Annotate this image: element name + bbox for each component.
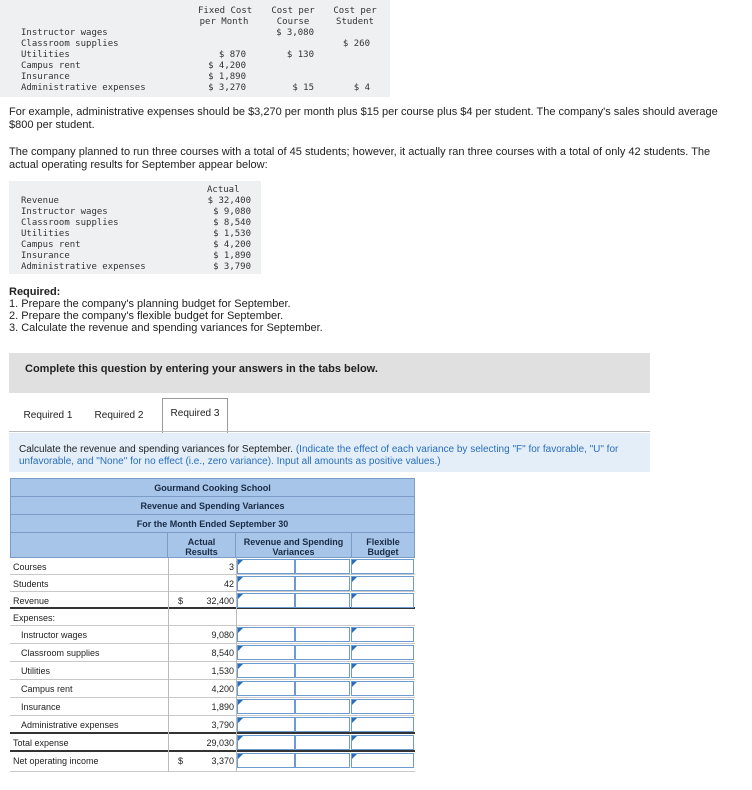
worksheet-row bbox=[10, 558, 415, 575]
tab-required-2[interactable]: Required 2 bbox=[94, 410, 144, 421]
report-period: For the Month Ended September 30 bbox=[136, 519, 289, 529]
variance-effect-select[interactable] bbox=[295, 753, 350, 768]
actual-value: 42 bbox=[223, 579, 234, 589]
row-label: Administrative expenses bbox=[21, 720, 119, 730]
row-label: Classroom supplies bbox=[21, 648, 100, 658]
cost-row-course: $ 130 bbox=[286, 50, 314, 60]
label-column-header bbox=[10, 532, 168, 558]
grid-line bbox=[168, 558, 169, 772]
variance-effect-select[interactable] bbox=[295, 559, 350, 574]
cost-row-label: Instructor wages bbox=[21, 28, 108, 38]
worksheet-row bbox=[10, 609, 415, 626]
actual-row-label: Campus rent bbox=[21, 240, 81, 250]
actual-row-value: $ 3,790 bbox=[213, 262, 251, 272]
cost-row-student: $ 260 bbox=[342, 39, 370, 49]
example-paragraph: For example, administrative expenses should be $3,270 per month plus $15 per course plus $4 per student. The company's sales should average $800 per student. bbox=[9, 106, 718, 131]
actual-row-label: Insurance bbox=[21, 251, 70, 261]
required-item: 3. Calculate the revenue and spending variances for September. bbox=[9, 322, 323, 334]
flexible-budget-input[interactable] bbox=[351, 593, 414, 608]
actual-value: 1,890 bbox=[211, 702, 234, 712]
actual-row-label: Revenue bbox=[21, 196, 59, 206]
actual-value: 1,530 bbox=[211, 666, 234, 676]
actual-row-label: Instructor wages bbox=[21, 207, 108, 217]
cost-row-label: Insurance bbox=[21, 72, 70, 82]
header-line: Cost per bbox=[271, 6, 315, 16]
actual-value: 29,030 bbox=[206, 738, 234, 748]
row-label: Net operating income bbox=[13, 756, 99, 766]
report-name: Revenue and Spending Variances bbox=[140, 501, 285, 511]
variance-effect-select[interactable] bbox=[295, 663, 350, 678]
required-item: 2. Prepare the company's flexible budget for September. bbox=[9, 310, 284, 322]
cost-row-fixed: $ 1,890 bbox=[208, 72, 246, 82]
variance-effect-select[interactable] bbox=[295, 735, 350, 750]
flexible-budget-input[interactable] bbox=[351, 559, 414, 574]
cost-row-label: Utilities bbox=[21, 50, 70, 60]
row-label: Insurance bbox=[21, 702, 61, 712]
flexible-budget-input[interactable] bbox=[351, 576, 414, 591]
variance-effect-select[interactable] bbox=[295, 681, 350, 696]
actual-row-value: $ 32,400 bbox=[207, 196, 251, 206]
col-header-fixed bbox=[198, 6, 253, 28]
header-line: Cost per bbox=[333, 6, 377, 16]
variance-worksheet bbox=[10, 478, 415, 774]
cost-row-fixed: $ 3,270 bbox=[208, 83, 246, 93]
actual-value: 8,540 bbox=[211, 648, 234, 658]
tab-divider bbox=[9, 431, 650, 432]
row-label: Instructor wages bbox=[21, 630, 88, 640]
actual-value: 3,370 bbox=[211, 756, 234, 766]
actual-row-value: $ 9,080 bbox=[213, 207, 251, 217]
cost-formula-table bbox=[0, 0, 390, 97]
variance-amount-input[interactable] bbox=[237, 627, 295, 642]
variance-amount-input[interactable] bbox=[237, 645, 295, 660]
variance-effect-select[interactable] bbox=[295, 593, 350, 608]
col-flexible-budget: Flexible Budget bbox=[351, 532, 415, 558]
worksheet-row bbox=[10, 716, 415, 734]
cost-row-course: $ 15 bbox=[292, 83, 314, 93]
worksheet-row bbox=[10, 698, 415, 716]
plan-paragraph: The company planned to run three courses with a total of 45 students; however, it actually ran three courses with a total of only 42 students. The actual operating results for September appear below: bbox=[9, 146, 711, 171]
variance-amount-input[interactable] bbox=[237, 576, 295, 591]
cost-row-label: Classroom supplies bbox=[21, 39, 119, 49]
banner-text: Complete this question by entering your answers in the tabs below. bbox=[25, 363, 378, 375]
actual-row-value: $ 4,200 bbox=[213, 240, 251, 250]
actual-results-table bbox=[9, 181, 261, 274]
tab-required-1[interactable]: Required 1 bbox=[23, 410, 73, 421]
flexible-budget-input[interactable] bbox=[351, 663, 414, 678]
cost-row-course: $ 3,080 bbox=[276, 28, 314, 38]
variance-effect-select[interactable] bbox=[295, 717, 350, 732]
header-line: Student bbox=[336, 17, 374, 27]
cost-row-fixed: $ 870 bbox=[218, 50, 246, 60]
variance-amount-input[interactable] bbox=[237, 717, 295, 732]
variance-amount-input[interactable] bbox=[237, 699, 295, 714]
dollar-sign: $ bbox=[178, 596, 184, 606]
cost-row-student: $ 4 bbox=[353, 83, 370, 93]
actual-value: 4,200 bbox=[211, 684, 234, 694]
actual-value: 3 bbox=[228, 562, 234, 572]
header-line: per Month bbox=[199, 17, 249, 27]
variance-amount-input[interactable] bbox=[237, 735, 295, 750]
flexible-budget-input[interactable] bbox=[351, 645, 414, 660]
variance-effect-select[interactable] bbox=[295, 699, 350, 714]
actual-header: Actual bbox=[207, 185, 240, 195]
flexible-budget-input[interactable] bbox=[351, 699, 414, 714]
worksheet-title bbox=[10, 478, 415, 497]
cost-row-label: Administrative expenses bbox=[21, 83, 146, 93]
grid-line bbox=[236, 558, 237, 772]
company-name: Gourmand Cooking School bbox=[154, 483, 271, 493]
variance-amount-input[interactable] bbox=[237, 559, 295, 574]
flexible-budget-input[interactable] bbox=[351, 735, 414, 750]
actual-value: 9,080 bbox=[211, 630, 234, 640]
question-instructions bbox=[9, 433, 650, 472]
variance-amount-input[interactable] bbox=[237, 681, 295, 696]
header-line: Fixed Cost bbox=[198, 6, 253, 16]
worksheet-row bbox=[10, 626, 415, 644]
required-section bbox=[9, 286, 323, 334]
instruction-text: Calculate the revenue and spending variances for September. bbox=[19, 444, 294, 455]
instruction-note: (Indicate the effect of each variance by selecting "F" for favorable, "U" for unfavorable, and "None" for no effect (i.e., zero variance). Input all amounts as positive values.) bbox=[19, 444, 619, 467]
tab-required-3[interactable]: Required 3 bbox=[162, 398, 228, 433]
flexible-budget-input[interactable] bbox=[351, 627, 414, 642]
worksheet-row bbox=[10, 592, 415, 609]
worksheet-row bbox=[10, 752, 415, 772]
actual-row-label: Administrative expenses bbox=[21, 262, 146, 272]
required-heading: Required: bbox=[9, 286, 61, 298]
worksheet-row bbox=[10, 734, 415, 752]
variance-effect-select[interactable] bbox=[295, 627, 350, 642]
instruction-banner bbox=[9, 353, 650, 393]
actual-value: 3,790 bbox=[211, 720, 234, 730]
actual-row-label: Utilities bbox=[21, 229, 70, 239]
actual-row-value: $ 1,890 bbox=[213, 251, 251, 261]
dollar-sign: $ bbox=[178, 756, 184, 766]
actual-row-label: Classroom supplies bbox=[21, 218, 119, 228]
row-label: Courses bbox=[13, 562, 47, 572]
flexible-budget-input[interactable] bbox=[351, 753, 414, 768]
header-line: Course bbox=[276, 17, 310, 27]
variance-amount-input[interactable] bbox=[237, 593, 295, 608]
cost-row-label: Campus rent bbox=[21, 61, 81, 71]
variance-effect-select[interactable] bbox=[295, 645, 350, 660]
worksheet-period bbox=[10, 514, 415, 533]
row-label: Utilities bbox=[21, 666, 51, 676]
flexible-budget-input[interactable] bbox=[351, 717, 414, 732]
flexible-budget-input[interactable] bbox=[351, 681, 414, 696]
col-header-course bbox=[268, 6, 318, 28]
required-item: 1. Prepare the company's planning budget for September. bbox=[9, 298, 291, 310]
row-label: Revenue bbox=[13, 596, 50, 606]
worksheet-row bbox=[10, 680, 415, 698]
worksheet-subtitle bbox=[10, 496, 415, 515]
worksheet-row bbox=[10, 575, 415, 592]
actual-row-value: $ 8,540 bbox=[213, 218, 251, 228]
cost-row-fixed: $ 4,200 bbox=[208, 61, 246, 71]
variance-effect-select[interactable] bbox=[295, 576, 350, 591]
worksheet-row bbox=[10, 662, 415, 680]
actual-row-value: $ 1,530 bbox=[213, 229, 251, 239]
worksheet-row bbox=[10, 644, 415, 662]
actual-value: 32,400 bbox=[206, 596, 234, 606]
variance-amount-input[interactable] bbox=[237, 753, 295, 768]
row-label: Total expense bbox=[13, 738, 69, 748]
col-actual-results: Actual Results bbox=[167, 532, 236, 558]
variance-amount-input[interactable] bbox=[237, 663, 295, 678]
col-header-student bbox=[330, 6, 380, 28]
row-label: Students bbox=[13, 579, 49, 589]
row-label: Expenses: bbox=[13, 613, 56, 623]
col-variances: Revenue and Spending Variances bbox=[235, 532, 352, 558]
row-label: Campus rent bbox=[21, 684, 73, 694]
